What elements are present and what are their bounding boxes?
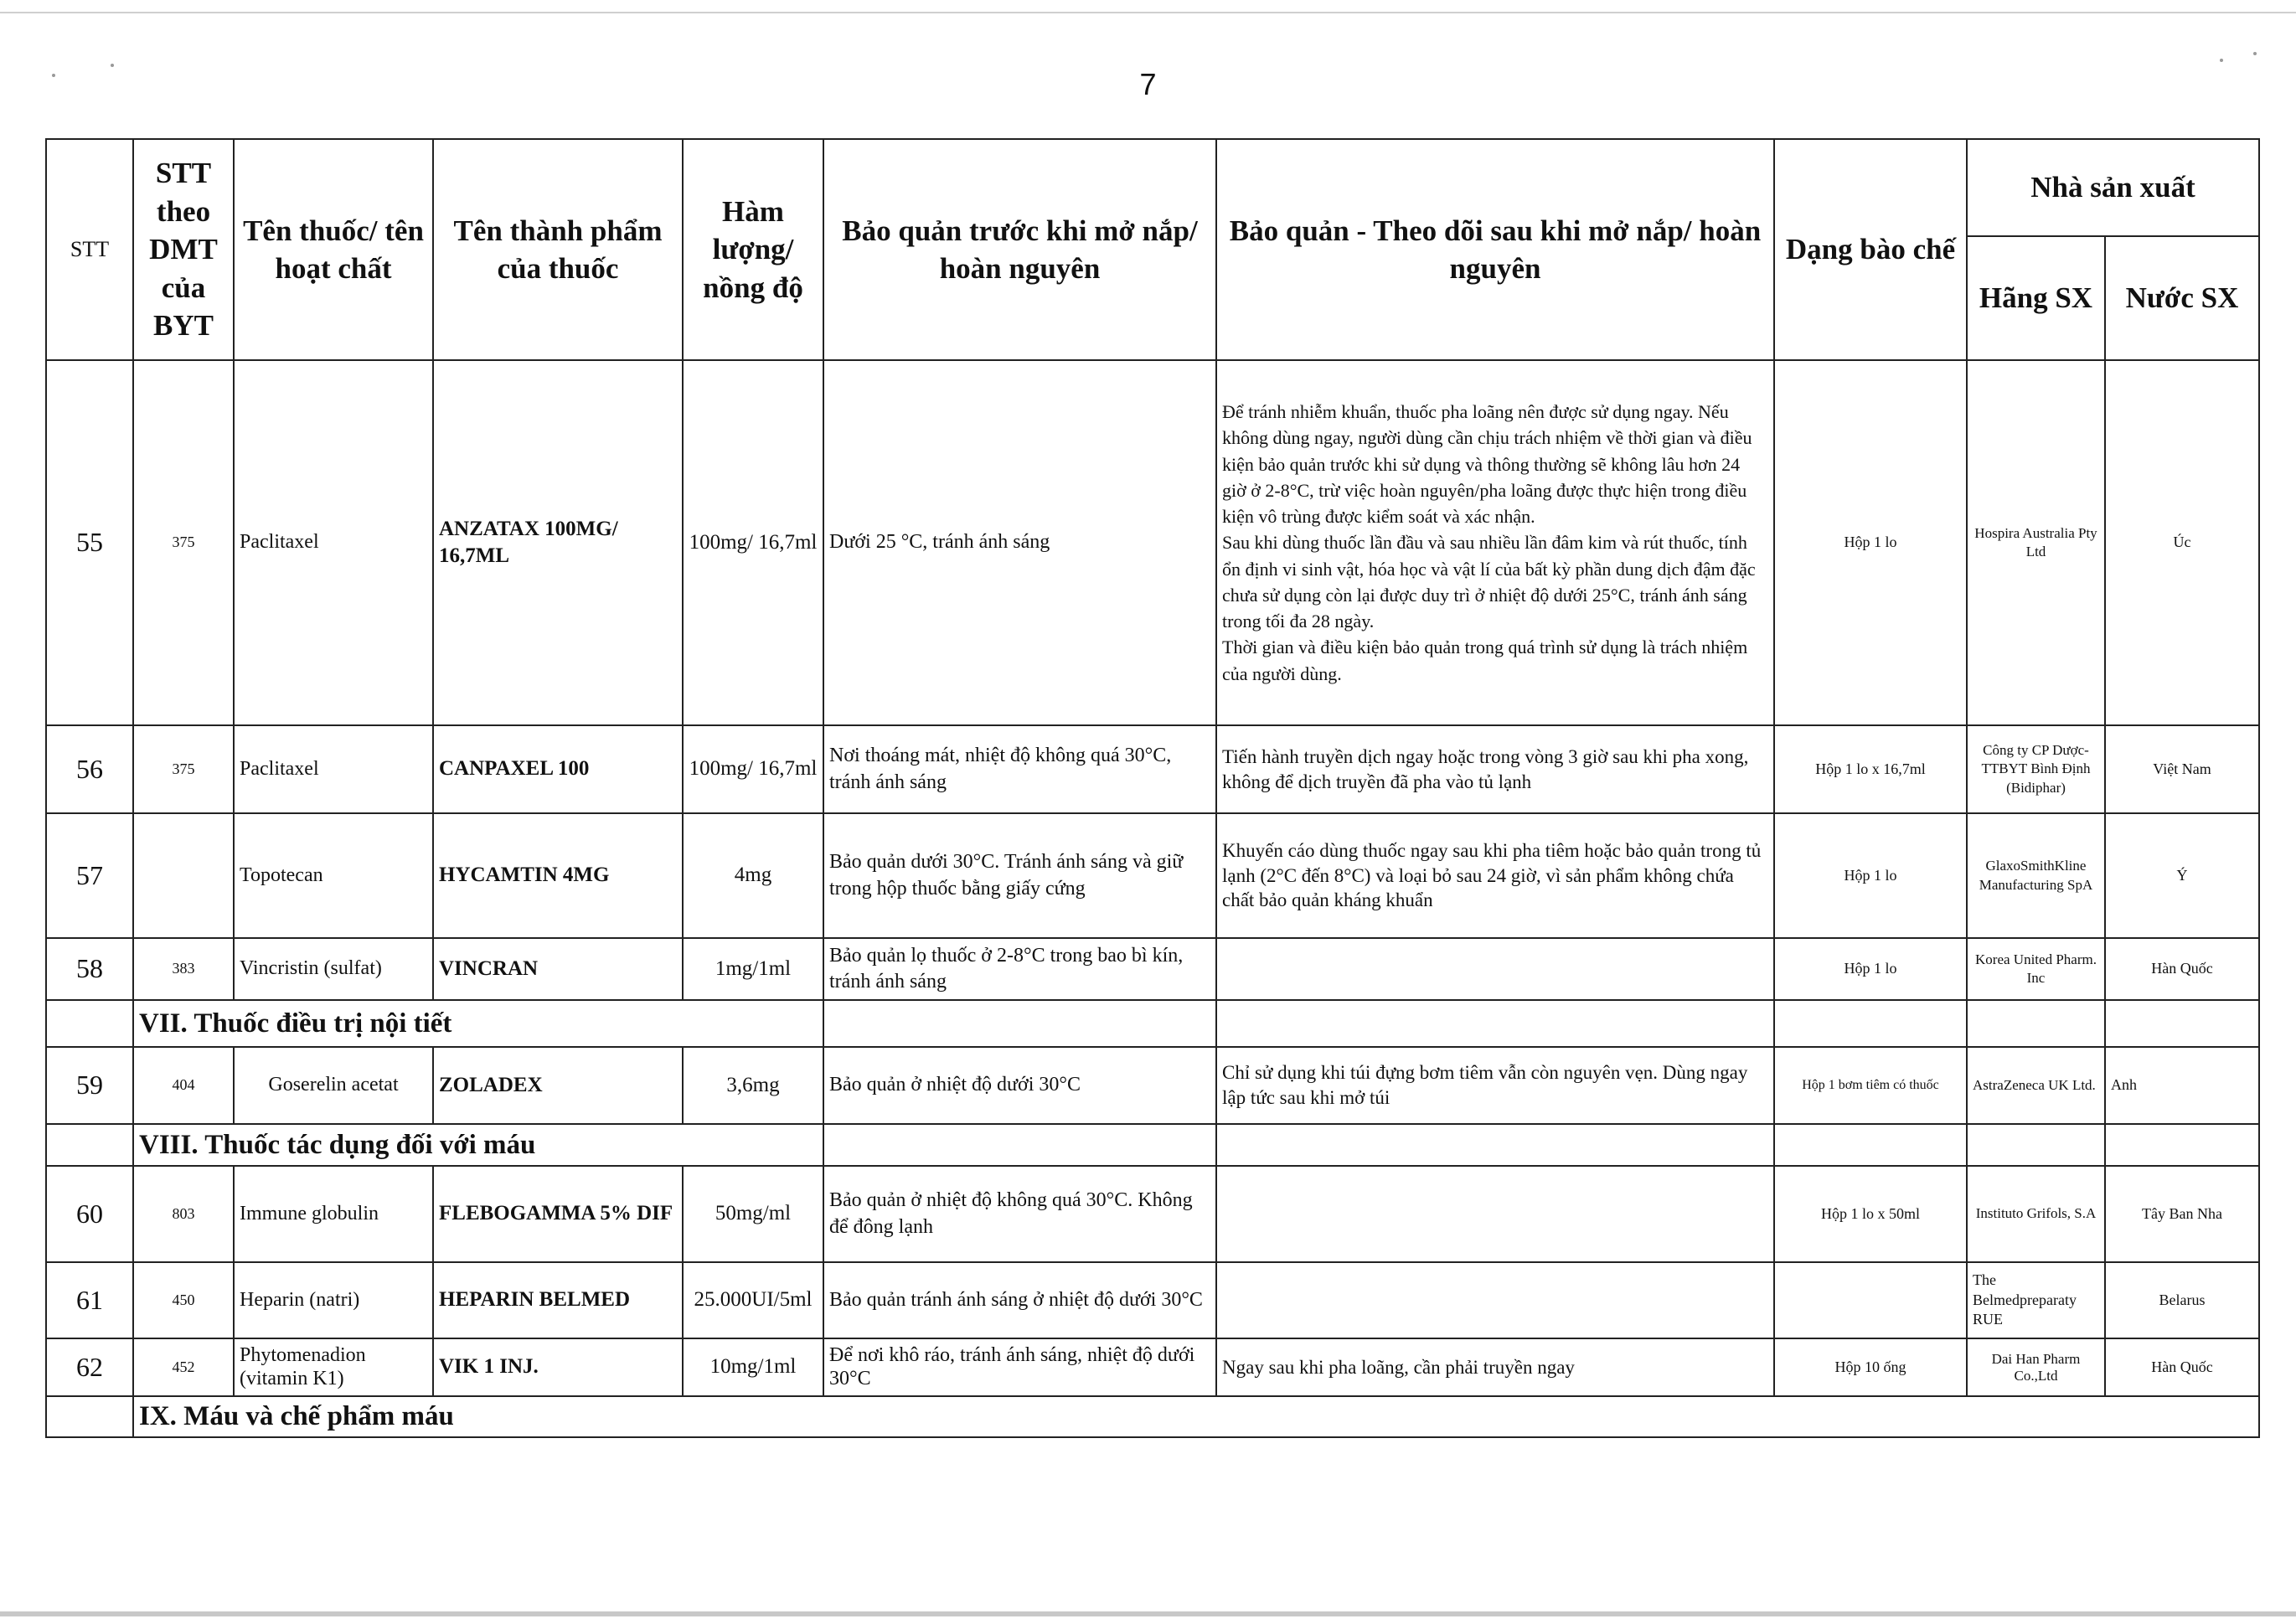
cell-dmt: 404: [133, 1047, 234, 1124]
cell-dmt: 383: [133, 938, 234, 1000]
cell-product: ANZATAX 100MG/ 16,7ML: [433, 360, 683, 725]
scan-speck: [2253, 52, 2257, 55]
cell-dmt: 375: [133, 360, 234, 725]
cell-stt: 58: [46, 938, 133, 1000]
table-row: [46, 1338, 2259, 1396]
header-drug-name: Tên thuốc/ tên hoạt chất: [234, 139, 433, 360]
empty-cell: [2105, 1000, 2259, 1047]
header-storage-after: Bảo quản - Theo dõi sau khi mở nắp/ hoàn nguyên: [1216, 139, 1774, 360]
cell-product: VIK 1 INJ.: [433, 1338, 683, 1396]
cell-country: Tây Ban Nha: [2105, 1166, 2259, 1262]
header-product-name: Tên thành phẩm của thuốc: [433, 139, 683, 360]
cell-form: [1774, 1262, 1967, 1338]
section-heading-endocrine: VII. Thuốc điều trị nội tiết: [133, 1000, 823, 1047]
empty-cell: [1216, 1124, 1774, 1166]
empty-cell: [1216, 1000, 1774, 1047]
empty-cell: [823, 1124, 1216, 1166]
cell-form: Hộp 1 lo x 50ml: [1774, 1166, 1967, 1262]
cell-drug: Paclitaxel: [234, 360, 433, 725]
cell-dmt: 375: [133, 725, 234, 813]
cell-storage-before: Để nơi khô ráo, tránh ánh sáng, nhiệt độ dưới 30°C: [823, 1338, 1216, 1396]
section-spacer: [46, 1396, 133, 1437]
cell-maker: GlaxoSmithKline Manufacturing SpA: [1967, 813, 2105, 938]
cell-drug: Vincristin (sulfat): [234, 938, 433, 1000]
section-row: [46, 1396, 2259, 1437]
cell-drug: Paclitaxel: [234, 725, 433, 813]
cell-form: Hộp 1 lo x 16,7ml: [1774, 725, 1967, 813]
cell-maker: Instituto Grifols, S.A: [1967, 1166, 2105, 1262]
header-strength: Hàm lượng/ nồng độ: [683, 139, 823, 360]
cell-country: Belarus: [2105, 1262, 2259, 1338]
empty-cell: [1967, 1000, 2105, 1047]
cell-product: HYCAMTIN 4MG: [433, 813, 683, 938]
cell-form: Hộp 1 lo: [1774, 360, 1967, 725]
cell-strength: 4mg: [683, 813, 823, 938]
cell-storage-before: Dưới 25 °C, tránh ánh sáng: [823, 360, 1216, 725]
cell-storage-before: Bảo quản dưới 30°C. Tránh ánh sáng và giữ trong hộp thuốc bằng giấy cứng: [823, 813, 1216, 938]
cell-stt: 59: [46, 1047, 133, 1124]
cell-maker: Công ty CP Dược-TTBYT Bình Định (Bidiphar): [1967, 725, 2105, 813]
cell-country: Hàn Quốc: [2105, 938, 2259, 1000]
table-row: [46, 1166, 2259, 1262]
cell-stt: 61: [46, 1262, 133, 1338]
table-row: [46, 813, 2259, 938]
header-dosage-form: Dạng bào chế: [1774, 139, 1967, 360]
empty-cell: [1774, 1124, 1967, 1166]
cell-strength: 25.000UI/5ml: [683, 1262, 823, 1338]
cell-stt: 62: [46, 1338, 133, 1396]
header-country: Nước SX: [2105, 236, 2259, 360]
table-row: [46, 1262, 2259, 1338]
cell-country: Anh: [2105, 1047, 2259, 1124]
cell-country: Việt Nam: [2105, 725, 2259, 813]
table-row: [46, 938, 2259, 1000]
cell-product: CANPAXEL 100: [433, 725, 683, 813]
cell-storage-after: Để tránh nhiễm khuẩn, thuốc pha loãng nên được sử dụng ngay. Nếu không dùng ngay, người dùng cần chịu trách nhiệm về thời gian và điều kiện bảo quản trước khi sử dụng và thông thường sẽ không lâu hơn 24 giờ ở 2-8°C, trừ việc hoàn nguyên/pha loãng được thực hiện trong điều kiện vô trùng được kiểm soát và xác nhận. Sau khi dùng thuốc lần đầu và sau nhiều lần đâm kim và rút thuốc, tính ổn định vi sinh vật, hóa học và vật lí của bất kỳ phần dung dịch đậm đặc chưa sử dụng còn lại được duy trì ở nhiệt độ dưới 25°C, tránh ánh sáng trong tối đa 28 ngày. Thời gian và điều kiện bảo quản trong quá trình sử dụng là trách nhiệm của người dùng.: [1216, 360, 1774, 725]
cell-drug: Topotecan: [234, 813, 433, 938]
section-heading-blood-products: IX. Máu và chế phẩm máu: [133, 1396, 2259, 1437]
cell-stt: 56: [46, 725, 133, 813]
drug-storage-table: [45, 138, 2260, 1438]
cell-dmt: [133, 813, 234, 938]
cell-storage-before: Bảo quản ở nhiệt độ không quá 30°C. Không để đông lạnh: [823, 1166, 1216, 1262]
cell-maker: Dai Han Pharm Co.,Ltd: [1967, 1338, 2105, 1396]
cell-storage-after: [1216, 1166, 1774, 1262]
header-stt-dmt: STT theo DMT của BYT: [133, 139, 234, 360]
cell-strength: 100mg/ 16,7ml: [683, 725, 823, 813]
cell-storage-after: Tiến hành truyền dịch ngay hoặc trong vòng 3 giờ sau khi pha xong, không để dịch truyền đã pha vào tủ lạnh: [1216, 725, 1774, 813]
empty-cell: [1967, 1124, 2105, 1166]
cell-storage-after: [1216, 938, 1774, 1000]
header-storage-before: Bảo quản trước khi mở nắp/ hoàn nguyên: [823, 139, 1216, 360]
page-number: 7: [1139, 67, 1157, 101]
cell-storage-after: Khuyến cáo dùng thuốc ngay sau khi pha tiêm hoặc bảo quản trong tủ lạnh (2°C đến 8°C) và loại bỏ sau 24 giờ, vì sản phẩm không chứa chất bảo quản kháng khuẩn: [1216, 813, 1774, 938]
cell-stt: 57: [46, 813, 133, 938]
cell-dmt: 452: [133, 1338, 234, 1396]
cell-maker: Hospira Australia Pty Ltd: [1967, 360, 2105, 725]
header-row: [46, 139, 2259, 236]
cell-storage-after: [1216, 1262, 1774, 1338]
cell-product: HEPARIN BELMED: [433, 1262, 683, 1338]
section-spacer: [46, 1000, 133, 1047]
section-heading-blood: VIII. Thuốc tác dụng đối với máu: [133, 1124, 823, 1166]
cell-storage-before: Bảo quản tránh ánh sáng ở nhiệt độ dưới 30°C: [823, 1262, 1216, 1338]
cell-strength: 50mg/ml: [683, 1166, 823, 1262]
header-maker: Hãng SX: [1967, 236, 2105, 360]
cell-drug: Phytomenadion (vitamin K1): [234, 1338, 433, 1396]
cell-country: Úc: [2105, 360, 2259, 725]
cell-maker: Korea United Pharm. Inc: [1967, 938, 2105, 1000]
empty-cell: [1774, 1000, 1967, 1047]
scan-speck: [2220, 59, 2223, 62]
cell-storage-before: Bảo quản lọ thuốc ở 2-8°C trong bao bì kín, tránh ánh sáng: [823, 938, 1216, 1000]
cell-strength: 1mg/1ml: [683, 938, 823, 1000]
empty-cell: [2105, 1124, 2259, 1166]
table-row: [46, 360, 2259, 725]
cell-dmt: 450: [133, 1262, 234, 1338]
cell-drug: Immune globulin: [234, 1166, 433, 1262]
cell-stt: 60: [46, 1166, 133, 1262]
cell-storage-after: Ngay sau khi pha loãng, cần phải truyền ngay: [1216, 1338, 1774, 1396]
cell-product: VINCRAN: [433, 938, 683, 1000]
section-spacer: [46, 1124, 133, 1166]
cell-product: ZOLADEX: [433, 1047, 683, 1124]
cell-stt: 55: [46, 360, 133, 725]
cell-storage-before: Bảo quản ở nhiệt độ dưới 30°C: [823, 1047, 1216, 1124]
cell-maker: AstraZeneca UK Ltd.: [1967, 1047, 2105, 1124]
cell-drug: Goserelin acetat: [234, 1047, 433, 1124]
cell-country: Hàn Quốc: [2105, 1338, 2259, 1396]
section-row: [46, 1124, 2259, 1166]
cell-form: Hộp 1 lo: [1774, 938, 1967, 1000]
cell-maker: The Belmedpreparaty RUE: [1967, 1262, 2105, 1338]
cell-strength: 100mg/ 16,7ml: [683, 360, 823, 725]
table-row: [46, 1047, 2259, 1124]
cell-drug: Heparin (natri): [234, 1262, 433, 1338]
cell-storage-after: Chỉ sử dụng khi túi đựng bơm tiêm vẫn còn nguyên vẹn. Dùng ngay lập tức sau khi mở túi: [1216, 1047, 1774, 1124]
cell-form: Hộp 10 ống: [1774, 1338, 1967, 1396]
bottom-scan-edge: [0, 1611, 2296, 1616]
cell-storage-before: Nơi thoáng mát, nhiệt độ không quá 30°C, tránh ánh sáng: [823, 725, 1216, 813]
cell-strength: 10mg/1ml: [683, 1338, 823, 1396]
cell-product: FLEBOGAMMA 5% DIF: [433, 1166, 683, 1262]
top-scan-edge: [0, 12, 2296, 13]
header-manufacturer: Nhà sản xuất: [1967, 139, 2259, 236]
cell-form: Hộp 1 bơm tiêm có thuốc: [1774, 1047, 1967, 1124]
empty-cell: [823, 1000, 1216, 1047]
cell-strength: 3,6mg: [683, 1047, 823, 1124]
cell-country: Ý: [2105, 813, 2259, 938]
section-row: [46, 1000, 2259, 1047]
header-stt: STT: [46, 139, 133, 360]
cell-dmt: 803: [133, 1166, 234, 1262]
table-row: [46, 725, 2259, 813]
cell-form: Hộp 1 lo: [1774, 813, 1967, 938]
